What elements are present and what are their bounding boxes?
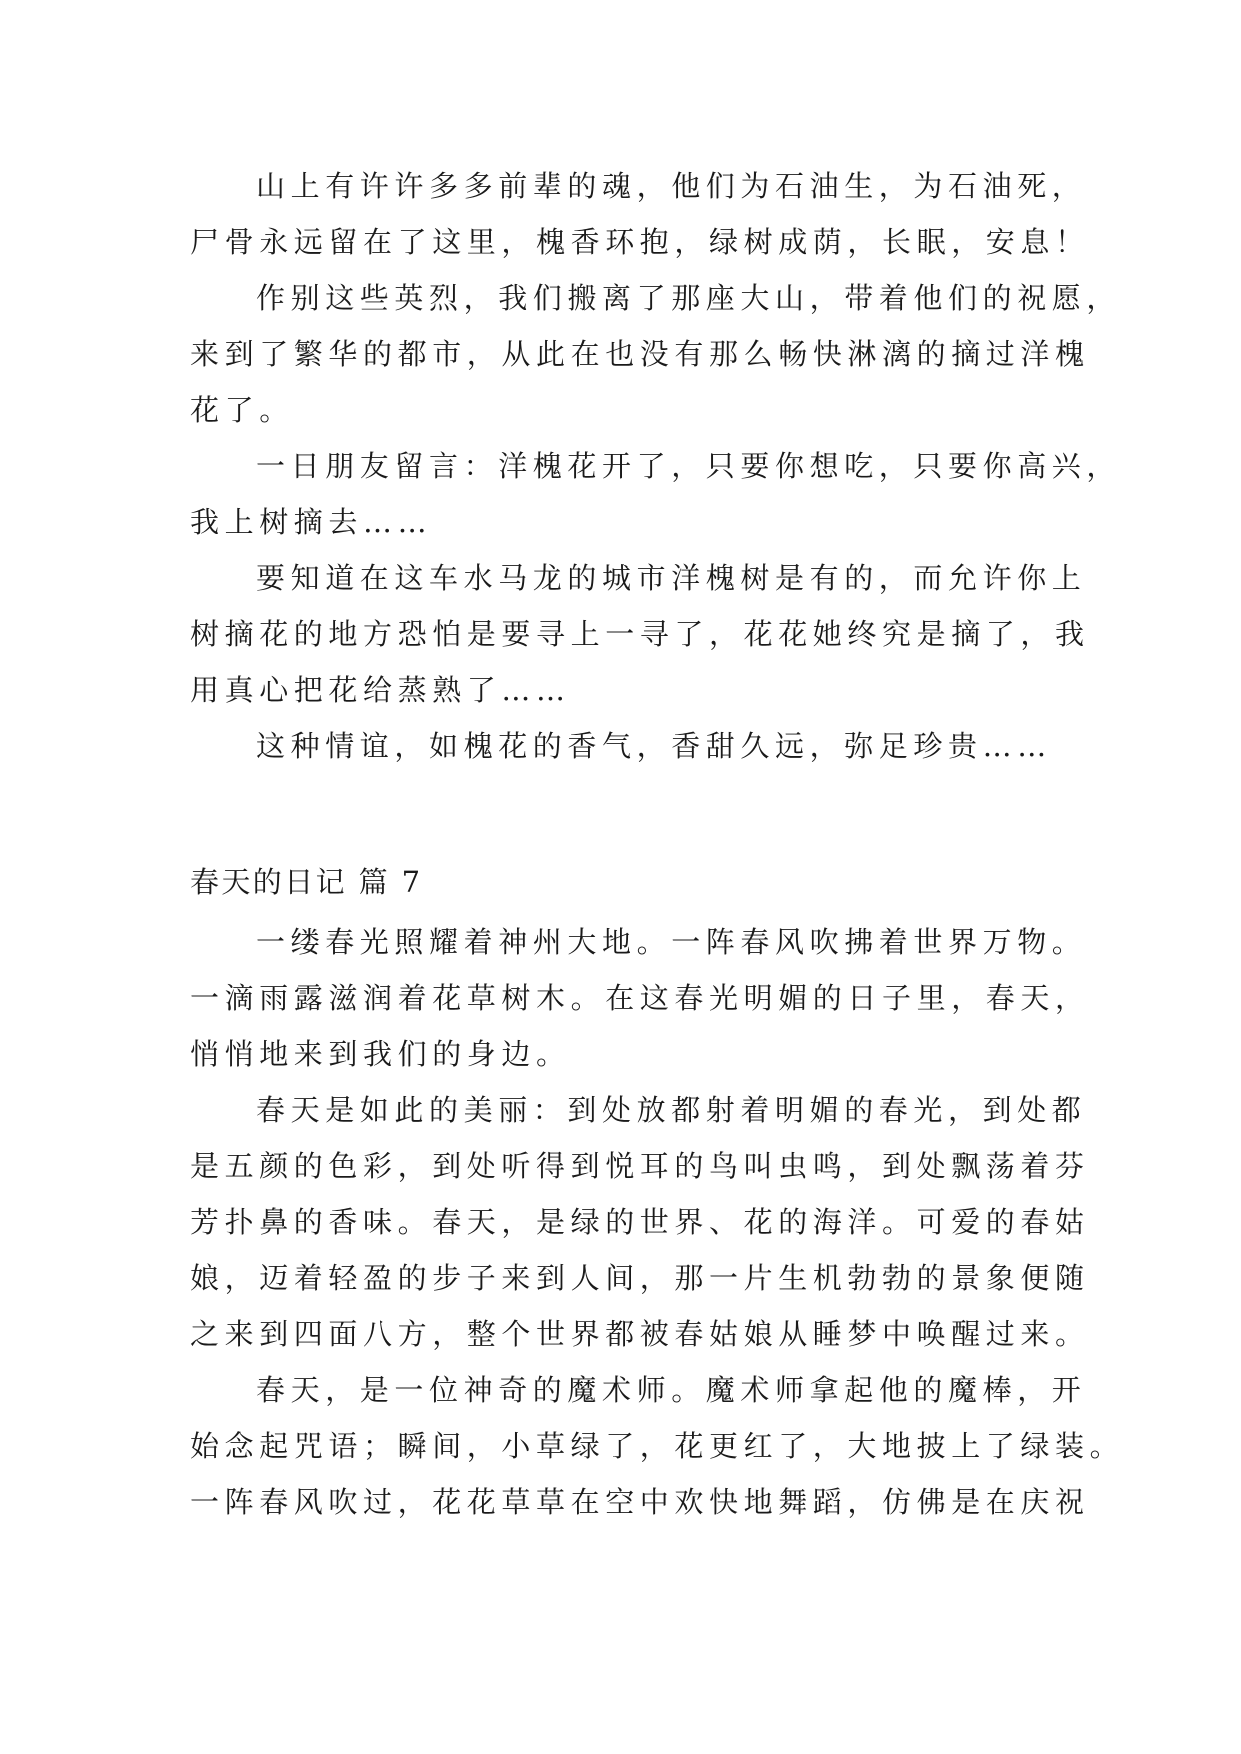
text-line: 一滴雨露滋润着花草树木。在这春光明媚的日子里，春天， <box>190 981 1090 1015</box>
text-line: 芳扑鼻的香味。春天，是绿的世界、花的海洋。可爱的春姑 <box>190 1205 1090 1239</box>
text-line: 一日朋友留言：洋槐花开了，只要你想吃，只要你高兴， <box>256 449 1122 483</box>
section-title: 春天的日记 篇 7 <box>190 865 423 899</box>
text-line: 一阵春风吹过，花花草草在空中欢快地舞蹈，仿佛是在庆祝 <box>190 1485 1090 1519</box>
text-line: 用真心把花给蒸熟了…… <box>190 673 571 707</box>
text-line: 娘，迈着轻盈的步子来到人间，那一片生机勃勃的景象便随 <box>190 1261 1090 1295</box>
text-line: 树摘花的地方恐怕是要寻上一寻了，花花她终究是摘了，我 <box>190 617 1090 651</box>
text-line: 春天，是一位神奇的魔术师。魔术师拿起他的魔棒，开 <box>256 1373 1087 1407</box>
text-line: 作别这些英烈，我们搬离了那座大山，带着他们的祝愿， <box>256 281 1122 315</box>
text-line: 我上树摘去…… <box>190 505 433 539</box>
text-line: 尸骨永远留在了这里，槐香环抱，绿树成荫，长眠，安息！ <box>190 225 1090 259</box>
text-line: 始念起咒语；瞬间，小草绿了，花更红了，大地披上了绿装。 <box>190 1429 1125 1463</box>
text-line: 是五颜的色彩，到处听得到悦耳的鸟叫虫鸣，到处飘荡着芬 <box>190 1149 1090 1183</box>
text-line: 这种情谊，如槐花的香气，香甜久远，弥足珍贵…… <box>256 729 1052 763</box>
text-line: 要知道在这车水马龙的城市洋槐树是有的，而允许你上 <box>256 561 1087 595</box>
text-line: 悄悄地来到我们的身边。 <box>190 1037 571 1071</box>
text-line: 春天是如此的美丽：到处放都射着明媚的春光，到处都 <box>256 1093 1087 1127</box>
text-line: 之来到四面八方，整个世界都被春姑娘从睡梦中唤醒过来。 <box>190 1317 1090 1351</box>
text-line: 山上有许许多多前辈的魂，他们为石油生，为石油死， <box>256 169 1087 203</box>
text-line: 花了。 <box>190 393 294 427</box>
text-line: 来到了繁华的都市，从此在也没有那么畅快淋漓的摘过洋槐 <box>190 337 1090 371</box>
text-line: 一缕春光照耀着神州大地。一阵春风吹拂着世界万物。 <box>256 925 1087 959</box>
